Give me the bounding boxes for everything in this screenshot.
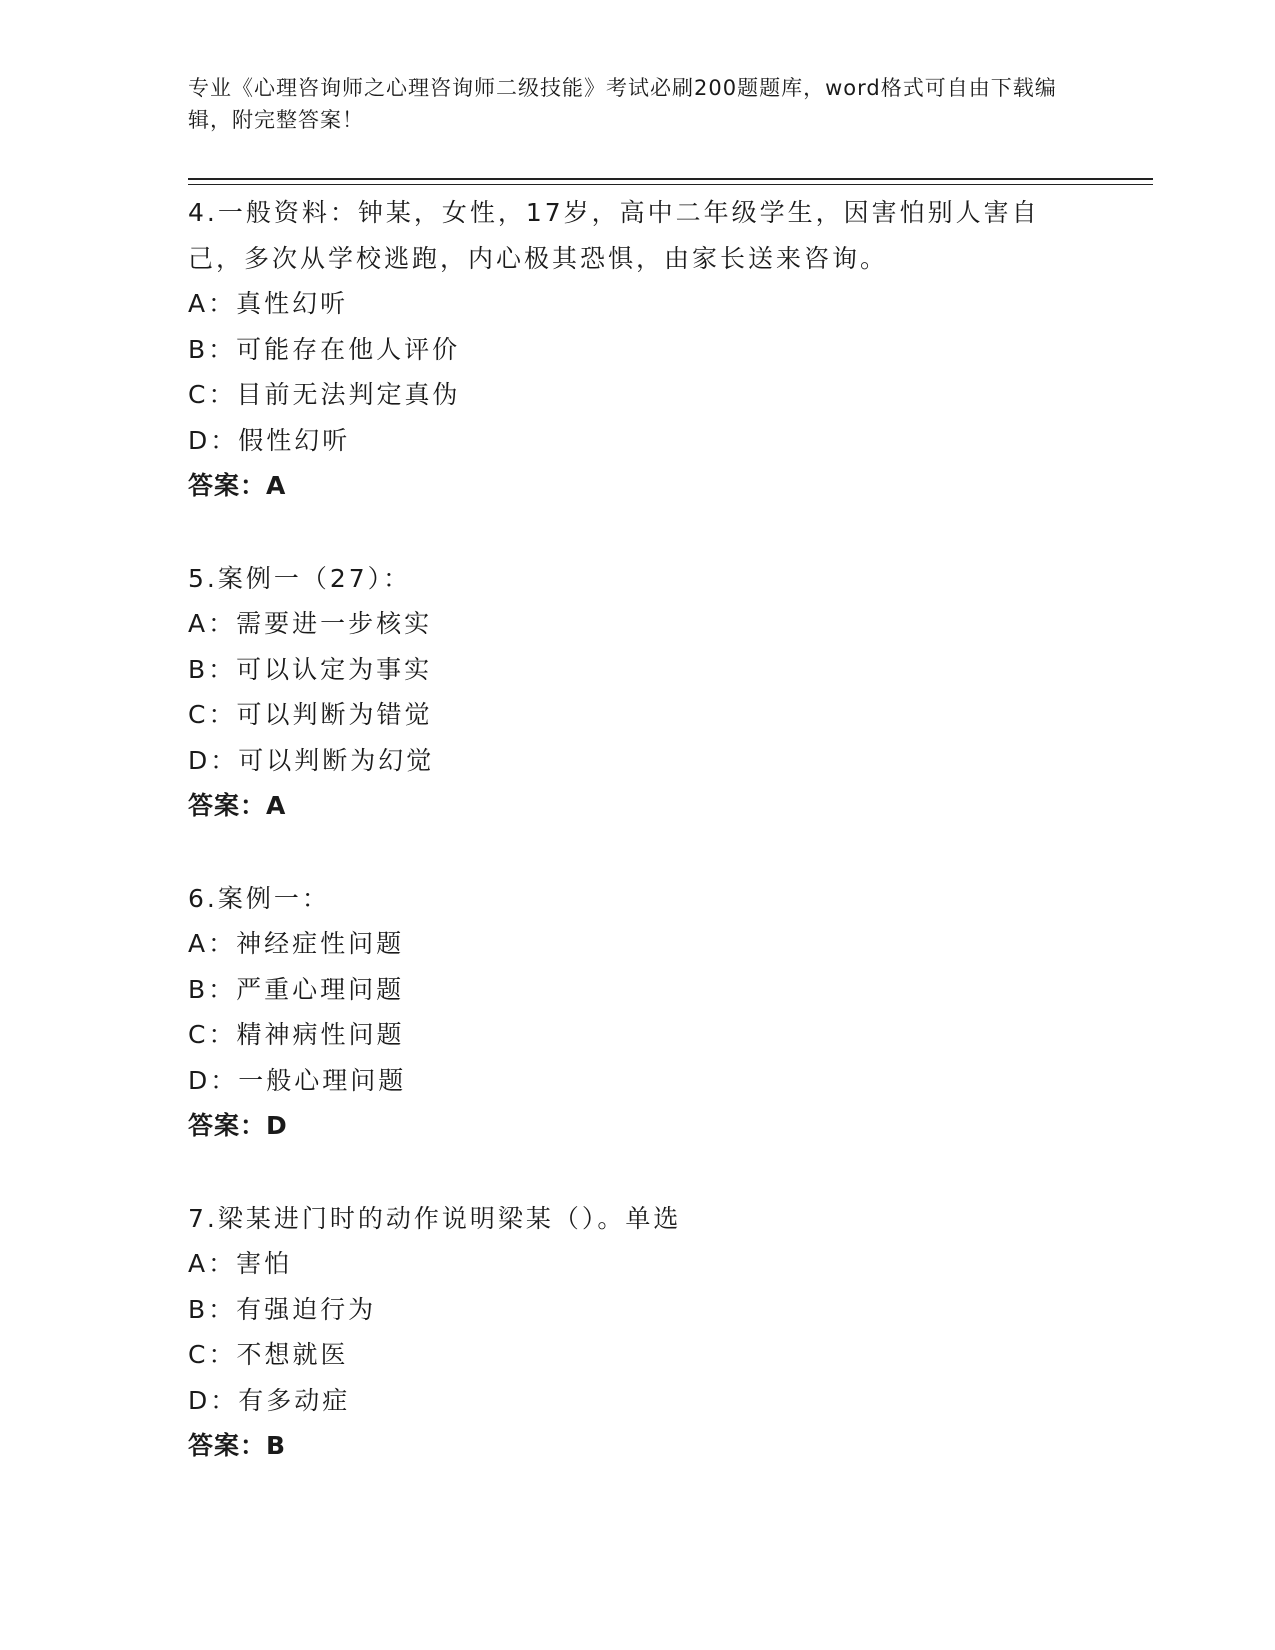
option-a: A：需要进一步核实 [188, 609, 433, 638]
option-a: A：真性幻听 [188, 289, 349, 318]
document-header: 专业《心理咨询师之心理咨询师二级技能》考试必刷200题题库，word格式可自由下载编辑，附完整答案！ [188, 76, 1057, 132]
option-d: D：假性幻听 [188, 425, 351, 455]
option-c: C：精神病性问题 [188, 1020, 405, 1049]
answer-line: 答案：A [188, 791, 287, 820]
option-a: A：神经症性问题 [188, 929, 405, 958]
option-a: A：害怕 [188, 1249, 293, 1278]
question-stem: 7.梁某进门时的动作说明梁某（）。单选 [188, 1203, 682, 1233]
option-c: C：可以判断为错觉 [188, 700, 433, 729]
option-c: C：目前无法判定真伪 [188, 380, 461, 409]
option-d: D：可以判断为幻觉 [188, 745, 435, 775]
option-b: B：可能存在他人评价 [188, 334, 461, 364]
question-list [188, 190, 1068, 1516]
header-divider-thick [188, 178, 1153, 180]
question-7 [188, 1196, 1068, 1469]
answer-line: 答案：D [188, 1111, 288, 1140]
option-d: D：一般心理问题 [188, 1065, 407, 1095]
option-b: B：严重心理问题 [188, 974, 405, 1004]
question-stem: 6.案例一： [188, 883, 330, 913]
question-5 [188, 556, 1068, 829]
question-stem: 5.案例一（27）： [188, 563, 412, 593]
question-4 [188, 190, 1068, 509]
option-b: B：可以认定为事实 [188, 654, 433, 684]
question-stem: 4.一般资料：钟某，女性，17岁，高中二年级学生，因害怕别人害自己，多次从学校逃跑，内心极其恐惧，由家长送来咨询。 [188, 198, 1040, 273]
option-c: C：不想就医 [188, 1340, 349, 1369]
header-divider-thin [188, 184, 1153, 185]
option-d: D：有多动症 [188, 1385, 351, 1415]
answer-line: 答案：A [188, 471, 287, 500]
question-6 [188, 876, 1068, 1149]
answer-line: 答案：B [188, 1431, 287, 1460]
option-b: B：有强迫行为 [188, 1294, 377, 1324]
